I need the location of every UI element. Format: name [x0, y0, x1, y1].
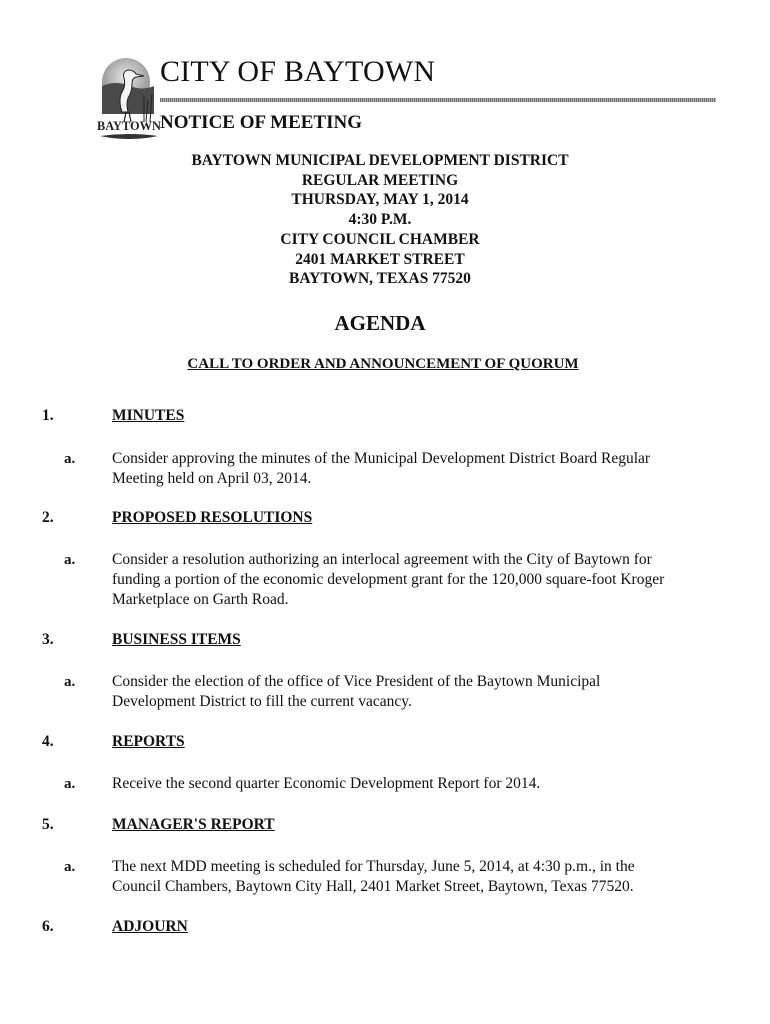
item-heading-business-items: BUSINESS ITEMS [112, 631, 241, 648]
sub-item-text [112, 672, 712, 712]
meeting-line: BAYTOWN MUNICIPAL DEVELOPMENT DISTRICT [191, 152, 569, 169]
header-divider [160, 98, 716, 102]
sub-item-line: Consider the election of the office of Vice President of the Baytown Municipal [112, 673, 601, 690]
item-heading-adjourn: ADJOURN [112, 918, 188, 935]
sub-item-line: Council Chambers, Baytown City Hall, 2401 Market Street, Baytown, Texas 77520. [112, 878, 634, 896]
item-number: 6. [42, 918, 54, 935]
meeting-line: REGULAR MEETING [301, 171, 459, 189]
item-heading-proposed-resolutions: PROPOSED RESOLUTIONS [112, 509, 313, 526]
sub-item-text [112, 774, 712, 794]
meeting-details [150, 151, 610, 289]
meeting-line: 4:30 P.M. [348, 211, 412, 229]
heron-logo-icon [96, 56, 162, 146]
item-number: 4. [42, 733, 54, 750]
item-heading-minutes: MINUTES [112, 407, 185, 424]
sub-item-letter: a. [64, 552, 76, 568]
sub-item-line: Development District to fill the current vacancy. [112, 693, 412, 711]
sub-item-line: Marketplace on Garth Road. [112, 591, 289, 609]
sub-item-letter: a. [64, 674, 76, 690]
sub-item-text [112, 857, 712, 897]
sub-item-text [112, 449, 712, 489]
sub-item-letter: a. [64, 451, 76, 467]
meeting-line: 2401 MARKET STREET [295, 250, 465, 268]
sub-item-text [112, 550, 712, 611]
agenda-title: AGENDA [334, 311, 426, 335]
sub-item-line: funding a portion of the economic development grant for the 120,000 square-foot Kroger [112, 571, 665, 589]
sub-item-line: The next MDD meeting is scheduled for Thursday, June 5, 2014, at 4:30 p.m., in the [112, 858, 635, 875]
city-title: CITY OF BAYTOWN [160, 55, 436, 88]
item-heading-managers-report: MANAGER'S REPORT [112, 816, 275, 833]
sub-item-letter: a. [64, 859, 76, 875]
sub-item-letter: a. [64, 776, 76, 792]
meeting-line: BAYTOWN, TEXAS 77520 [289, 270, 471, 288]
item-number: 5. [42, 816, 54, 833]
item-heading-reports: REPORTS [112, 733, 185, 750]
item-number: 3. [42, 631, 54, 648]
baytown-logo [96, 56, 162, 146]
meeting-line: CITY COUNCIL CHAMBER [280, 230, 480, 248]
item-number: 1. [42, 407, 54, 424]
item-number: 2. [42, 509, 54, 526]
meeting-line: THURSDAY, MAY 1, 2014 [291, 191, 469, 209]
sub-item-line: Meeting held on April 03, 2014. [112, 470, 312, 488]
call-to-order-heading: CALL TO ORDER AND ANNOUNCEMENT OF QUORUM [187, 356, 579, 372]
notice-title: NOTICE OF MEETING [160, 112, 362, 133]
logo-text: BAYTOWN [97, 118, 162, 133]
sub-item-line: Receive the second quarter Economic Development Report for 2014. [112, 775, 541, 792]
sub-item-line: Consider a resolution authorizing an interlocal agreement with the City of Baytown for [112, 551, 652, 568]
sub-item-line: Consider approving the minutes of the Municipal Development District Board Regular [112, 450, 651, 467]
